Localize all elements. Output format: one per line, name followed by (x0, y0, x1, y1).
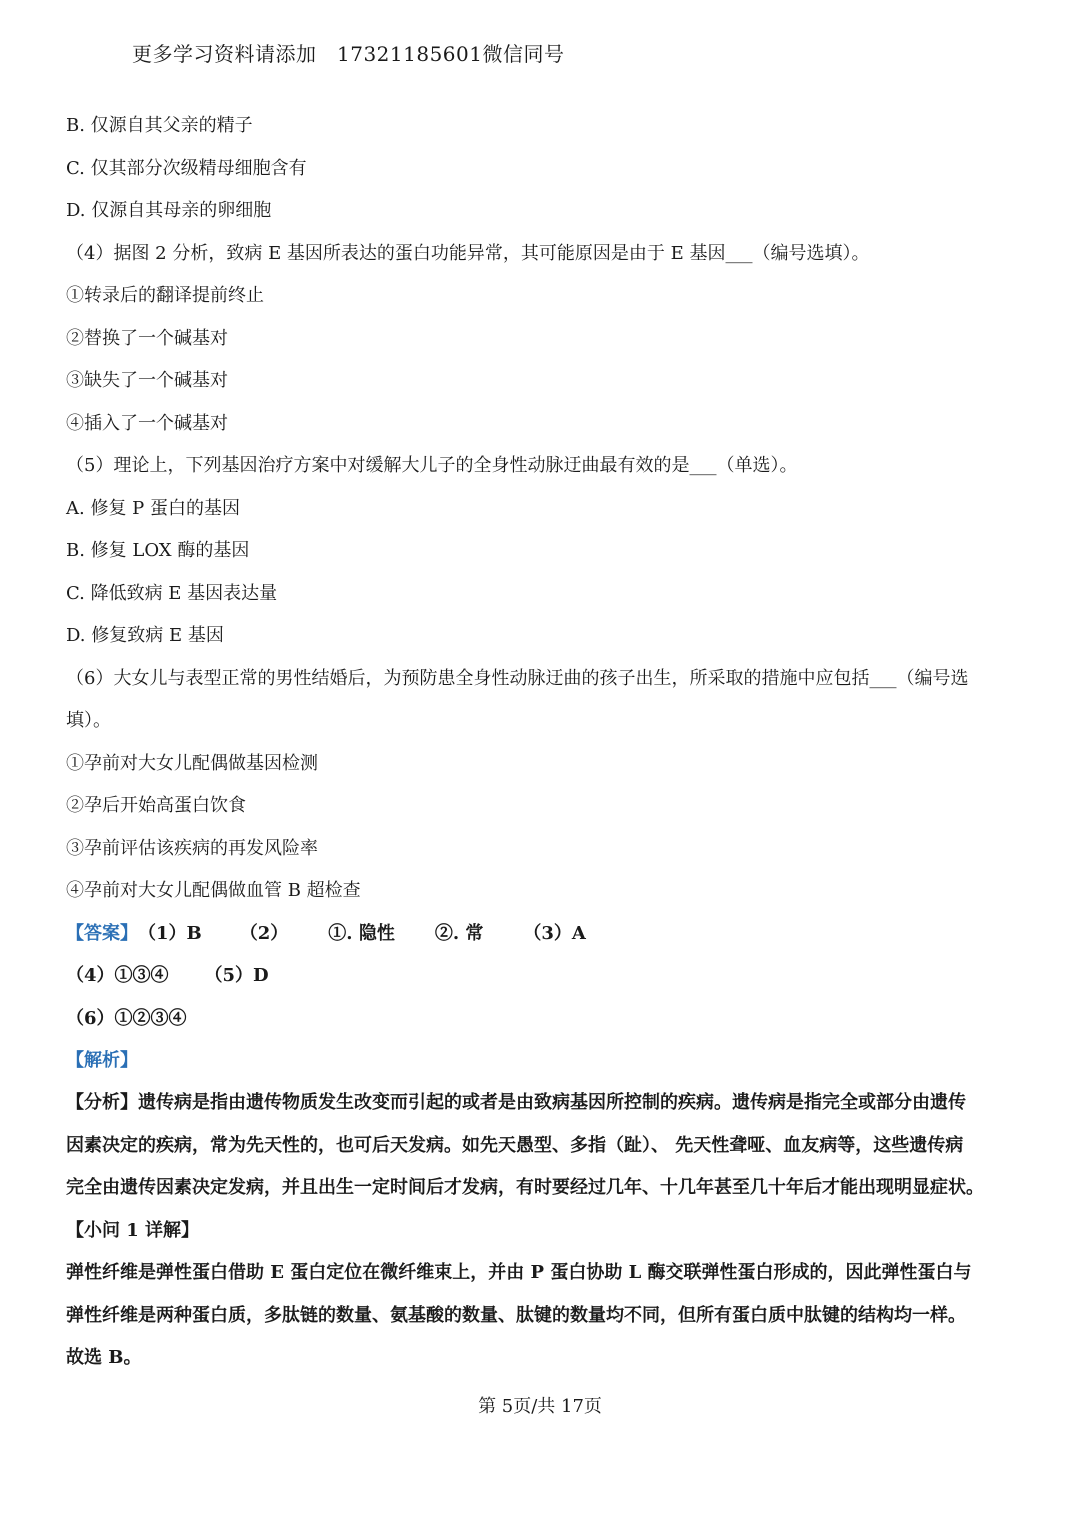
answer-4: （4）①③④ (66, 965, 169, 986)
page-header: 更多学习资料请添加 17321185601微信同号 (132, 42, 565, 66)
q5-option-a: A. 修复 P 蛋白的基因 (66, 498, 240, 519)
q5-option-c: C. 降低致病 E 基因表达量 (66, 583, 278, 604)
q6-stem-line2: 填）。 (66, 710, 111, 731)
analysis-line3: 完全由遗传因素决定发病，并且出生一定时间后才发病，有时要经过几年、十几年甚至几十年后才能出现明显症状。 (66, 1177, 984, 1198)
option-d: D. 仅源自其母亲的卵细胞 (66, 200, 272, 221)
option-c: C. 仅其部分次级精母细胞含有 (66, 158, 307, 179)
answer-6: （6）①②③④ (66, 1008, 187, 1029)
page-footer: 第 5页/共 17页 (478, 1396, 602, 1417)
q4-stem: （4）据图 2 分析，致病 E 基因所表达的蛋白功能异常，其可能原因是由于 E 基因___（编号选填）。 (66, 243, 870, 264)
q6-option-1: ①孕前对大女儿配偶做基因检测 (66, 753, 318, 774)
answer-2-2: ②. 常 (434, 923, 484, 944)
detail-line2: 弹性纤维是两种蛋白质，多肽链的数量、氨基酸的数量、肽键的数量均不同，但所有蛋白质中肽键的结构均一样。 (66, 1305, 966, 1326)
option-b: B. 仅源自其父亲的精子 (66, 115, 253, 136)
answer-line2 (66, 961, 269, 987)
detail-line3: 故选 B。 (66, 1347, 142, 1368)
q4-option-3: ③缺失了一个碱基对 (66, 370, 228, 391)
detail-title: 【小问 1 详解】 (66, 1220, 200, 1241)
answer-label: 【答案】 (66, 923, 138, 944)
answer-2: （2） (239, 923, 289, 944)
answer-line1 (66, 919, 586, 945)
q6-option-2: ②孕后开始高蛋白饮食 (66, 795, 246, 816)
q6-option-3: ③孕前评估该疾病的再发风险率 (66, 838, 318, 859)
analysis-line2: 因素决定的疾病，常为先天性的，也可后天发病。如先天愚型、多指（趾）、 先天性聋哑、血友病等，这些遗传病 (66, 1135, 964, 1156)
q4-option-2: ②替换了一个碱基对 (66, 328, 228, 349)
q6-option-4: ④孕前对大女儿配偶做血管 B 超检查 (66, 880, 361, 901)
q5-stem: （5）理论上，下列基因治疗方案中对缓解大儿子的全身性动脉迂曲最有效的是___（单选）。 (66, 455, 798, 476)
answer-3: （3）A (523, 923, 586, 944)
detail-line1: 弹性纤维是弹性蛋白借助 E 蛋白定位在微纤维束上，并由 P 蛋白协助 L 酶交联弹性蛋白形成的，因此弹性蛋白与 (66, 1262, 972, 1283)
answer-1: （1）B (138, 923, 202, 944)
q5-option-b: B. 修复 LOX 酶的基因 (66, 540, 250, 561)
q4-option-4: ④插入了一个碱基对 (66, 413, 228, 434)
answer-5: （5）D (204, 965, 269, 986)
answer-2-1: ①. 隐性 (328, 923, 395, 944)
q5-option-d: D. 修复致病 E 基因 (66, 625, 224, 646)
analysis-label: 【解析】 (66, 1050, 138, 1071)
q6-stem-line1: （6）大女儿与表型正常的男性结婚后，为预防患全身性动脉迂曲的孩子出生，所采取的措施中应包括___（编号选 (66, 668, 969, 689)
analysis-line1: 【分析】遗传病是指由遗传物质发生改变而引起的或者是由致病基因所控制的疾病。遗传病是指完全或部分由遗传 (66, 1092, 966, 1113)
q4-option-1: ①转录后的翻译提前终止 (66, 285, 264, 306)
